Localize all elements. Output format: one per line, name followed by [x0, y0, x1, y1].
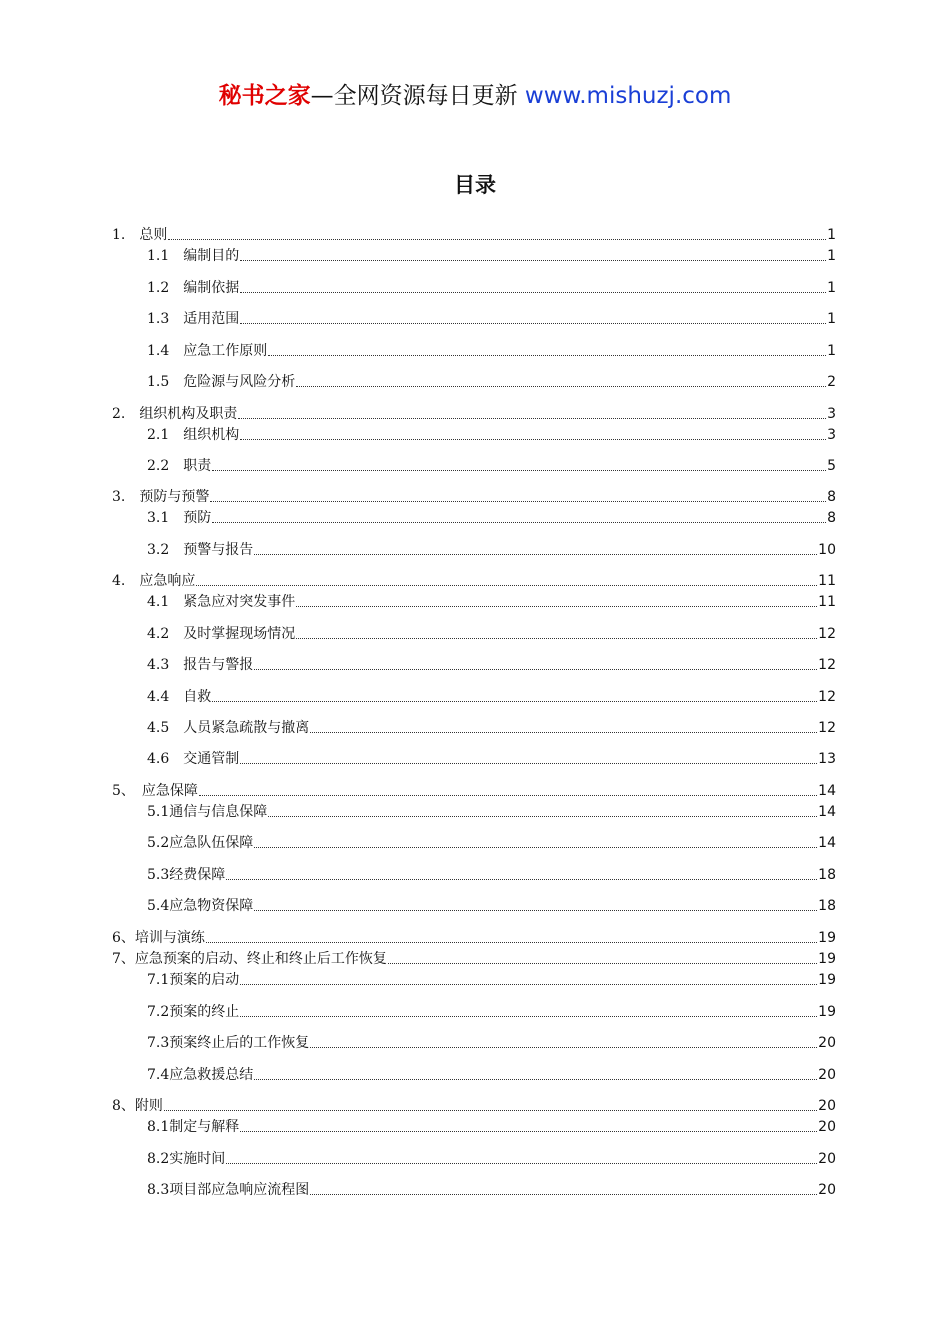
toc-page-number: 11 [818, 573, 836, 589]
toc-entry[interactable] [147, 1003, 836, 1021]
dot-leader [254, 669, 817, 670]
toc-page-number: 20 [818, 1098, 836, 1114]
toc-entry-label: 1.1 编制目的 [147, 248, 240, 264]
toc-entry-label: 5.1通信与信息保障 [147, 804, 268, 820]
toc-entry[interactable] [147, 509, 836, 527]
dot-leader [212, 522, 826, 523]
toc-page-number: 12 [818, 657, 836, 673]
toc-entry[interactable] [112, 488, 836, 506]
dot-leader [206, 942, 817, 943]
dot-leader [296, 386, 826, 387]
toc-entry[interactable] [147, 426, 836, 444]
toc-page-number: 19 [818, 951, 836, 967]
dot-leader [388, 963, 817, 964]
toc-entry[interactable] [147, 457, 836, 475]
toc-entry[interactable] [147, 1150, 836, 1168]
dot-leader [212, 701, 817, 702]
toc-entry[interactable] [147, 834, 836, 852]
dot-leader [238, 418, 826, 419]
toc-entry[interactable] [112, 1097, 836, 1115]
dot-leader [164, 1110, 817, 1111]
dot-leader [296, 606, 817, 607]
toc-entry-label: 4.2 及时掌握现场情况 [147, 626, 296, 642]
dot-leader [240, 1016, 817, 1017]
toc-entry[interactable] [147, 750, 836, 768]
toc-page-number: 1 [827, 248, 836, 264]
toc-entry[interactable] [147, 1066, 836, 1084]
toc-entry-label: 4. 应急响应 [112, 573, 196, 589]
toc-entry[interactable] [147, 342, 836, 360]
toc-page-number: 20 [818, 1182, 836, 1198]
toc-entry-label: 3.2 预警与报告 [147, 542, 254, 558]
toc-entry[interactable] [147, 688, 836, 706]
toc-entry-label: 5.2应急队伍保障 [147, 835, 254, 851]
toc-page-number: 1 [827, 311, 836, 327]
dot-leader [168, 239, 826, 240]
dot-leader [240, 1131, 817, 1132]
toc-entry-label: 7.2预案的终止 [147, 1004, 240, 1020]
toc-entry-label: 4.4 自救 [147, 689, 212, 705]
toc-entry-label: 4.1 紧急应对突发事件 [147, 594, 296, 610]
toc-page-number: 14 [818, 783, 836, 799]
brand-name: 秘书之家 [218, 83, 311, 109]
toc-page-number: 18 [818, 867, 836, 883]
dot-leader [268, 355, 826, 356]
toc-page-number: 11 [818, 594, 836, 610]
toc-entry[interactable] [147, 803, 836, 821]
toc-entry-label: 4.3 报告与警报 [147, 657, 254, 673]
dot-leader [240, 439, 826, 440]
toc-entry-label: 1.3 适用范围 [147, 311, 240, 327]
toc-page-number: 19 [818, 972, 836, 988]
toc-page-number: 18 [818, 898, 836, 914]
dot-leader [240, 260, 826, 261]
toc-entry[interactable] [112, 572, 836, 590]
toc-entry[interactable] [112, 929, 836, 947]
toc-page-number: 12 [818, 720, 836, 736]
toc-page-number: 19 [818, 1004, 836, 1020]
toc-entry-label: 8.3项目部应急响应流程图 [147, 1182, 310, 1198]
toc-entry-label: 4.5 人员紧急疏散与撤离 [147, 720, 310, 736]
toc-page-number: 5 [827, 458, 836, 474]
toc-entry[interactable] [112, 782, 836, 800]
toc-page-number: 13 [818, 751, 836, 767]
toc-entry[interactable] [147, 625, 836, 643]
toc-entry[interactable] [112, 950, 836, 968]
toc-entry-label: 4.6 交通管制 [147, 751, 240, 767]
toc-page-number: 10 [818, 542, 836, 558]
header-tagline: —全网资源每日更新 [310, 83, 518, 109]
toc-page-number: 14 [818, 804, 836, 820]
toc-page-number: 19 [818, 930, 836, 946]
toc-page-number: 20 [818, 1119, 836, 1135]
toc-entry-label: 1. 总则 [112, 227, 168, 243]
toc-entry-label: 7.4应急救援总结 [147, 1067, 254, 1083]
toc-entry[interactable] [147, 593, 836, 611]
toc-entry-label: 5.4应急物资保障 [147, 898, 254, 914]
dot-leader [199, 795, 817, 796]
dot-leader [226, 1163, 817, 1164]
dot-leader [210, 501, 826, 502]
toc-page-number: 20 [818, 1151, 836, 1167]
toc-entry-label: 1.2 编制依据 [147, 280, 240, 296]
toc-entry[interactable] [147, 1034, 836, 1052]
toc-page-number: 1 [827, 280, 836, 296]
dot-leader [240, 323, 826, 324]
toc-entry-label: 1.4 应急工作原则 [147, 343, 268, 359]
toc-page-number: 2 [827, 374, 836, 390]
toc-page-number: 20 [818, 1067, 836, 1083]
toc-entry[interactable] [147, 656, 836, 674]
toc-page-number: 12 [818, 689, 836, 705]
toc-entry[interactable] [147, 719, 836, 737]
dot-leader [226, 879, 817, 880]
toc-entry-label: 2.2 职责 [147, 458, 212, 474]
toc-entry[interactable] [147, 373, 836, 391]
toc-entry[interactable] [112, 405, 836, 423]
dot-leader [268, 816, 817, 817]
toc-entry[interactable] [147, 1118, 836, 1136]
dot-leader [240, 763, 817, 764]
toc-entry-label: 3.1 预防 [147, 510, 212, 526]
dot-leader [310, 1047, 817, 1048]
dot-leader [240, 984, 817, 985]
dot-leader [254, 847, 817, 848]
dot-leader [196, 585, 817, 586]
toc-entry-label: 8、附则 [112, 1098, 163, 1114]
toc-entry[interactable] [147, 897, 836, 915]
toc-page-number: 8 [827, 510, 836, 526]
dot-leader [254, 554, 817, 555]
toc-entry[interactable] [147, 866, 836, 884]
toc-page-number: 3 [827, 427, 836, 443]
toc-page-number: 20 [818, 1035, 836, 1051]
toc-title: 目录 [454, 173, 496, 197]
toc-entry-label: 7、应急预案的启动、终止和终止后工作恢复 [112, 951, 387, 967]
toc-entry-label: 7.3预案终止后的工作恢复 [147, 1035, 310, 1051]
dot-leader [254, 1079, 817, 1080]
dot-leader [310, 732, 817, 733]
site-url-link[interactable]: www.mishuzj.com [524, 83, 732, 109]
dot-leader [240, 292, 826, 293]
toc-entry-label: 2. 组织机构及职责 [112, 406, 238, 422]
toc-entry-label: 1.5 危险源与风险分析 [147, 374, 296, 390]
toc-entry[interactable] [147, 310, 836, 328]
toc-page-number: 8 [827, 489, 836, 505]
toc-entry-label: 7.1预案的启动 [147, 972, 240, 988]
toc-entry[interactable] [147, 541, 836, 559]
toc-entry-label: 8.2实施时间 [147, 1151, 226, 1167]
toc-entry[interactable] [112, 226, 836, 244]
dot-leader [310, 1194, 817, 1195]
toc-entry-label: 8.1制定与解释 [147, 1119, 240, 1135]
toc-entry-label: 6、培训与演练 [112, 930, 205, 946]
toc-entry[interactable] [147, 971, 836, 989]
toc-page-number: 1 [827, 227, 836, 243]
toc-entry-label: 5、 应急保障 [112, 783, 198, 799]
toc-entry-label: 5.3经费保障 [147, 867, 226, 883]
toc-page-number: 1 [827, 343, 836, 359]
toc-entry[interactable] [147, 247, 836, 265]
dot-leader [212, 470, 826, 471]
toc-entry-label: 3. 预防与预警 [112, 489, 210, 505]
dot-leader [296, 638, 817, 639]
toc-page-number: 3 [827, 406, 836, 422]
toc-entry[interactable] [147, 279, 836, 297]
toc-page-number: 12 [818, 626, 836, 642]
toc-entry[interactable] [147, 1181, 836, 1199]
dot-leader [254, 910, 817, 911]
toc-entry-label: 2.1 组织机构 [147, 427, 240, 443]
toc-page-number: 14 [818, 835, 836, 851]
